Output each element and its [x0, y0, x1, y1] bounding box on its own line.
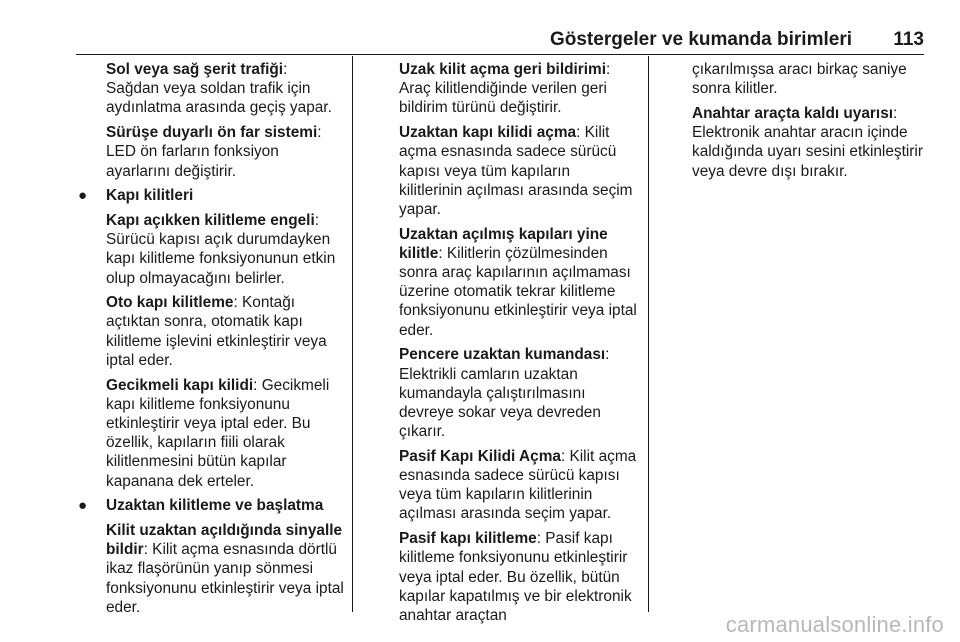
- setting-description: : Pasif kapı kilitleme fonksiyonunu etkinleştirir veya iptal eder. Bu özellik, bütün kapılar kapatılmış ve bir elektronik anahtar araçtan: [399, 530, 632, 624]
- bullet-heading-text: Kapı kilitleri: [106, 187, 194, 205]
- bullet-heading: [78, 186, 344, 205]
- bullet-heading: [78, 496, 344, 515]
- setting-name: Pasif Kapı Kilidi Açma: [399, 447, 561, 465]
- header-rule: [76, 54, 924, 55]
- setting-description: : Kontağı açtıktan sonra, otomatik kapı kilitleme işlevini etkinleştirir veya iptal eder.: [106, 294, 327, 369]
- watermark: carmanualsonline.info: [725, 612, 944, 637]
- bullet-icon: ●: [78, 497, 88, 515]
- setting-item: [399, 447, 637, 524]
- setting-item: [106, 123, 344, 181]
- setting-description: : Kilit açma esnasında dörtlü ikaz flaşörünün yanıp sönmesi fonksiyonunu etkinleştirir veya iptal eder.: [106, 541, 344, 616]
- setting-description: : Araç kilitlendiğinde verilen geri bildirim türünü değiştirir.: [399, 61, 611, 117]
- setting-name: Gecikmeli kapı kilidi: [106, 376, 254, 394]
- setting-item: [106, 293, 344, 370]
- paragraph-continuation: çıkarılmışsa aracı birkaç saniye sonra kilitler.: [692, 61, 907, 98]
- setting-description: : Elektronik anahtar aracın içinde kaldığında uyarı sesini etkinleştirir veya devre dışı bırakır.: [692, 104, 923, 180]
- setting-item: [399, 529, 637, 625]
- setting-name: Uzaktan açılmış kapıları yine kilitle: [399, 225, 608, 262]
- setting-name: Pasif kapı kilitleme: [399, 530, 537, 548]
- column-divider-2: [648, 56, 649, 612]
- setting-name: Kapı açıkken kilitleme engeli: [106, 211, 315, 229]
- setting-description: : Elektrikli camların uzaktan kumandayla çalıştırılmasını devreye sokar veya devreden çıkarır.: [399, 346, 610, 441]
- setting-description: : Kilitlerin çözülmesinden sonra araç kapılarının açılmaması üzerine otomatik tekrar kilitleme fonksiyonunu etkinleştirir veya iptal eder.: [399, 244, 637, 339]
- column-divider-1: [352, 56, 353, 612]
- setting-item: [106, 60, 344, 118]
- text-column-1: [78, 60, 344, 622]
- setting-item: [399, 123, 637, 219]
- setting-name: Uzak kilit açma geri bildirimi: [399, 61, 606, 78]
- setting-item: [106, 521, 344, 617]
- text-column-2: [399, 60, 637, 631]
- text-column-3: [692, 60, 924, 186]
- setting-item: [692, 104, 924, 181]
- setting-name: Sol veya sağ şerit trafiği: [106, 61, 284, 78]
- bullet-heading-text: Uzaktan kilitleme ve başlatma: [106, 497, 324, 515]
- setting-description: : Kilit açma esnasında sadece sürücü kapısı veya tüm kapıların kilitlerinin açılması arasında seçim yapar.: [399, 447, 637, 523]
- setting-description: : Kilit açma esnasında sadece sürücü kapısı veya tüm kapıların kilitlerinin açılması arasında seçim yapar.: [399, 124, 633, 218]
- setting-name: Uzaktan kapı kilidi açma: [399, 124, 577, 142]
- setting-name: Pencere uzaktan kumandası: [399, 346, 606, 364]
- setting-description: : Sürücü kapısı açık durumdayken kapı kilitleme fonksiyonunun etkin olup olmayacağını belirler.: [106, 211, 336, 287]
- setting-name: Kilit uzaktan açıldığında sinyalle bildir: [106, 521, 343, 559]
- section-title: Göstergeler ve kumanda birimleri: [549, 29, 852, 50]
- setting-description: : Sağdan veya soldan trafik için aydınlatma arasında geçiş yapar.: [106, 61, 332, 117]
- page-number: 113: [893, 29, 924, 50]
- setting-description: : LED ön farların fonksiyon ayarlarını değiştirir.: [106, 124, 322, 180]
- setting-item: [106, 211, 344, 288]
- setting-item: [399, 225, 637, 340]
- page-header: [0, 0, 960, 60]
- setting-description: : Gecikmeli kapı kilitleme fonksiyonunu etkinleştirir veya iptal eder. Bu özellik, kapıların fiili olarak kilitlenmesini bütün kapılar kapanana dek erteler.: [106, 376, 330, 490]
- setting-item: [399, 60, 637, 118]
- setting-name: Oto kapı kilitleme: [106, 294, 234, 312]
- setting-item: [399, 345, 637, 441]
- setting-item: [106, 376, 344, 491]
- setting-name: Anahtar araçta kaldı uyarısı: [692, 104, 894, 122]
- setting-name: Sürüşe duyarlı ön far sistemi: [106, 124, 318, 142]
- bullet-icon: ●: [78, 187, 88, 205]
